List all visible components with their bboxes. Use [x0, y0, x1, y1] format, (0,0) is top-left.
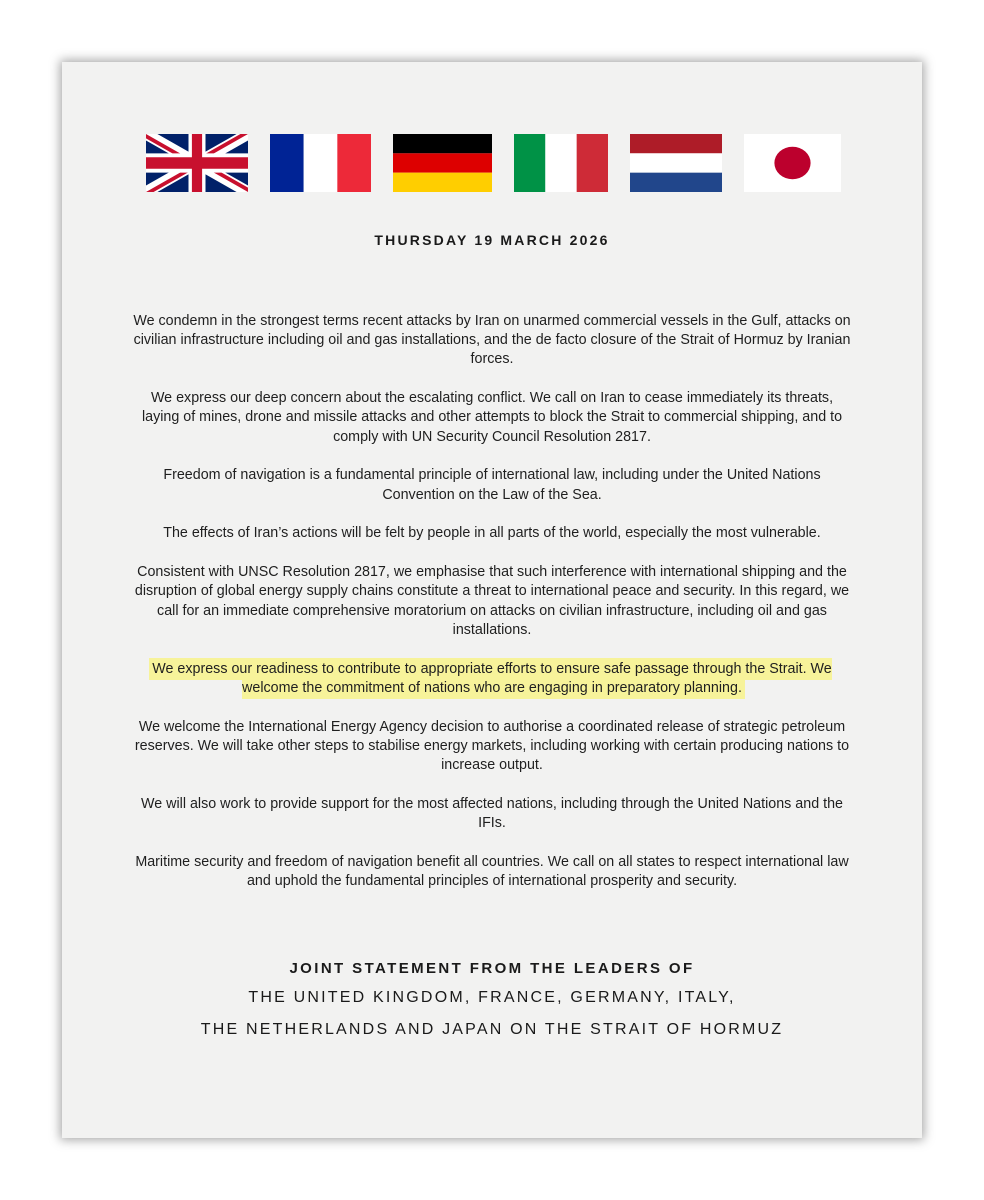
france-flag-icon — [270, 134, 371, 192]
footer-topic-line: THE NETHERLANDS AND JAPAN ON THE STRAIT OF HORMUZ — [200, 1021, 784, 1038]
paragraph-unsc: Consistent with UNSC Resolution 2817, we emphasise that such interference with international shipping and the disruption of global energy supply chains constitute a threat to international peace and security. In this regard, we call for an immediate comprehensive moratorium on attacks on civilian infrastructure, including oil and gas installations. — [134, 564, 850, 638]
germany-flag-icon — [393, 134, 492, 192]
flag-row — [146, 134, 841, 192]
paragraph-support: We will also work to provide support for the most affected nations, including through the United Nations and the IFIs. — [140, 795, 843, 832]
statement-footer — [62, 960, 922, 1053]
paragraph-condemn: We condemn in the strongest terms recent attacks by Iran on unarmed commercial vessels in the Gulf, attacks on civilian infrastructure including oil and gas installations, and the de facto closure of the Strait of Hormuz by Iranian forces. — [133, 313, 851, 368]
statement-date: THURSDAY 19 MARCH 2026 — [374, 232, 610, 248]
footer-heading: JOINT STATEMENT FROM THE LEADERS OF — [289, 960, 695, 977]
highlighted-text: We express our readiness to contribute to appropriate efforts to ensure safe passage through the Strait. We welcome the commitment of nations who are engaging in preparatory planning. — [152, 660, 832, 696]
paragraph-iea: We welcome the International Energy Agency decision to authorise a coordinated release of strategic petroleum reserves. We will take other steps to stabilise energy markets, including working with certain producing nations to increase output. — [134, 718, 850, 774]
paragraph-concern: We express our deep concern about the escalating conflict. We call on Iran to cease immediately its threats, laying of mines, drone and missile attacks and other attempts to block the Strait to commercial shipping, and to comply with UN Security Council Resolution 2817. — [141, 390, 843, 445]
paragraph-maritime: Maritime security and freedom of navigation benefit all countries. We call on all states to respect international law and uphold the fundamental principles of international prosperity and security. — [135, 853, 849, 890]
paragraph-effects: The effects of Iran’s actions will be felt by people in all parts of the world, especially the most vulnerable. — [163, 525, 821, 542]
italy-flag-icon — [514, 134, 608, 192]
netherlands-flag-icon — [630, 134, 722, 192]
uk-flag-icon — [146, 134, 248, 192]
statement-page — [62, 62, 922, 1138]
statement-body — [132, 312, 852, 911]
japan-flag-icon — [744, 134, 841, 192]
paragraph-freedom: Freedom of navigation is a fundamental principle of international law, including under the United Nations Convention on the Law of the Sea. — [163, 467, 821, 503]
footer-countries-line: THE UNITED KINGDOM, FRANCE, GERMANY, ITALY, — [248, 989, 736, 1006]
paragraph-readiness — [132, 660, 852, 698]
